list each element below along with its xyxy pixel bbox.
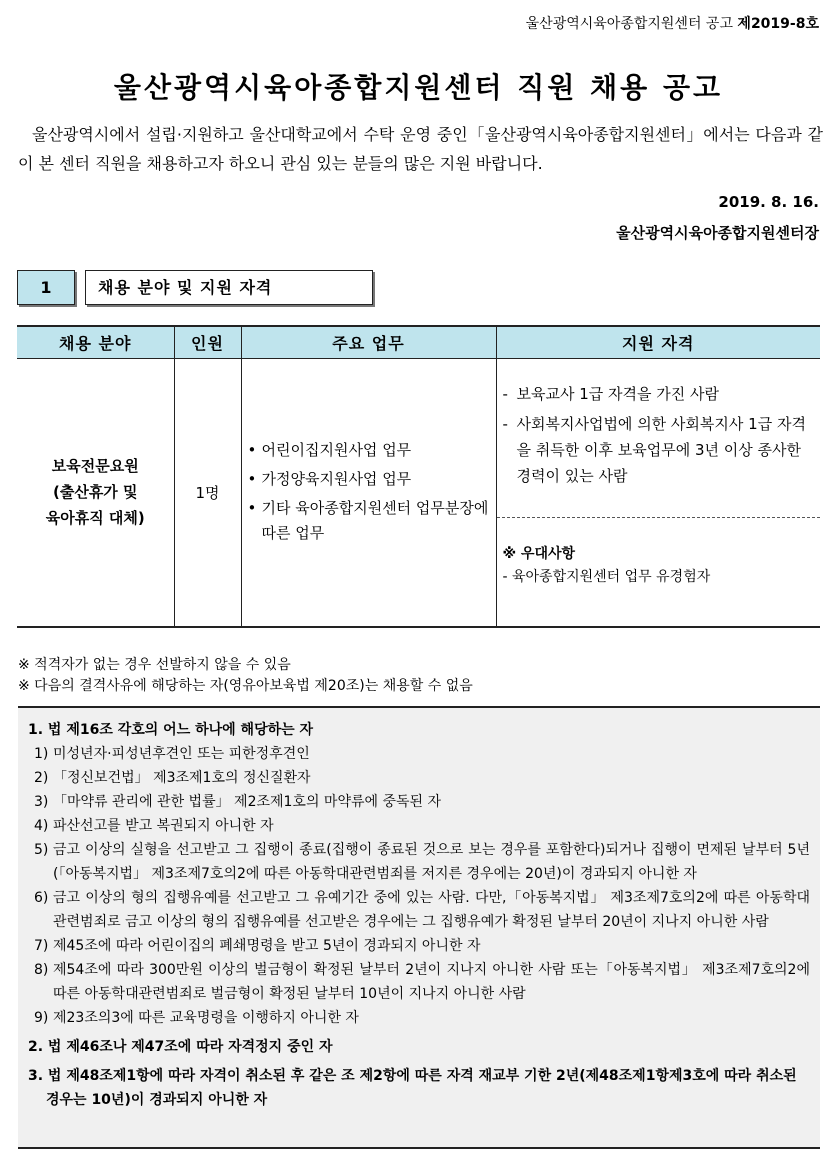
field-note-2: 육아휴직 대체) [45,509,145,527]
list-item: • 기타 육아종합지원센터 업무분장에 따른 업무 [248,496,496,546]
table-row [17,358,820,627]
qualification-text: 사회복지사업법에 의한 사회복지사 1급 자격을 취득한 이후 보육업무에 3년 이상 종사한 경력이 있는 사람 [516,414,806,485]
notes [18,655,473,697]
list-item: 4) 파산선고를 받고 복권되지 아니한 자 [34,818,274,834]
field-name: 보육전문요원 [51,457,139,475]
list-item: 2) 「정신보건법」 제3조제1호의 정신질환자 [34,770,311,786]
list-item: 3) 「마약류 관리에 관한 법률」 제2조제1호의 마약류에 중독된 자 [34,794,442,810]
notice-code: 제2019-8호 [737,16,819,32]
list-item: 8) 제54조에 따라 300만원 이상의 벌금형이 확정된 날부터 2년이 지나지 아니한 사람 또는「아동복지법」 제3조제7호의2에 따른 아동학대관련범죄로 벌금형이 확정된 날부터 10년이 지나지 아니한 사람 [34,962,810,1002]
disq-heading-3: 3. 법 제48조제1항에 따라 자격이 취소된 후 같은 조 제2항에 따른 자격 재교부 기한 2년(제48조제1항제3호에 따라 취소된 경우는 10년)이 경과되지 아니한 자 [28,1068,797,1108]
preference-title: ※ 우대사항 [502,545,576,562]
preference-block [497,518,821,626]
signer: 울산광역시육아종합지원센터장 [616,224,819,242]
disq-heading-2: 2. 법 제46조나 제47조에 따라 자격정지 중인 자 [28,1039,333,1055]
section-number: 1 [17,270,75,305]
header-field: 채용 분야 [17,326,174,358]
list-item: 5) 금고 이상의 실형을 선고받고 그 집행이 종료(집행이 종료된 것으로 보는 경우를 포함한다)되거나 집행이 면제된 날부터 5년(「아동복지법」 제3조제7호의2에 따른 아동학대관련범죄를 저지른 경우에는 20년)이 경과되지 아니한 자 [34,842,810,882]
preference-item: - 육아종합지원센터 업무 유경험자 [502,568,711,585]
list-item: - 사회복지사업법에 의한 사회복지사 1급 자격을 취득한 이후 보육업무에 3년 이상 종사한 경력이 있는 사람 [502,414,806,485]
duties-list [248,438,496,546]
qualifications-cell [496,358,820,627]
duties-cell [241,358,496,627]
list-item: - 보육교사 1급 자격을 가진 사람 [502,384,719,403]
header-count: 인원 [174,326,241,358]
list-item: • 가정양육지원사업 업무 [248,467,496,492]
field-note-1: (출산휴가 및 [52,483,138,501]
qualification-text: 보육교사 1급 자격을 가진 사람 [516,384,719,403]
notice-prefix: 울산광역시육아종합지원센터 공고 [525,16,733,32]
section-title: 채용 분야 및 지원 자격 [85,270,373,305]
list-item: • 어린이집지원사업 업무 [248,438,496,463]
note-line: ※ 다음의 결격사유에 해당하는 자(영유아보육법 제20조)는 채용할 수 없음 [18,678,473,694]
intro-paragraph: 울산광역시에서 설립·지원하고 울산대학교에서 수탁 운영 중인「울산광역시육아종합지원센터」에서는 다음과 같이 본 센터 직원을 채용하고자 하오니 관심 있는 분들의 많은 지원 바랍니다. [18,125,823,173]
notice-date: 2019. 8. 16. [718,193,819,211]
header-qualifications: 지원 자격 [496,326,820,358]
list-item: 9) 제23조의3에 따른 교육명령을 이행하지 아니한 자 [34,1010,359,1026]
qualification-list [497,359,821,518]
list-item: 1) 미성년자·피성년후견인 또는 피한정후견인 [34,746,310,762]
disqualification-box [18,706,820,1149]
page-title: 울산광역시육아종합지원센터 직원 채용 공고 [113,71,724,104]
list-item: 7) 제45조에 따라 어린이집의 폐쇄명령을 받고 5년이 경과되지 아니한 자 [34,938,481,954]
field-cell [17,358,174,627]
table-header-row [17,326,820,358]
count-cell: 1명 [174,358,241,627]
list-item: 6) 금고 이상의 형의 집행유예를 선고받고 그 유예기간 중에 있는 사람. 다만,「아동복지법」 제3조제7호의2에 따른 아동학대관련범죄로 금고 이상의 형의 집행유예를 선고받은 경우에는 그 집행유예가 확정된 날부터 20년이 지나지 아니한 사람 [34,890,810,930]
note-line: ※ 적격자가 없는 경우 선발하지 않을 수 있음 [18,657,291,673]
disq-heading-1: 1. 법 제16조 각호의 어느 하나에 해당하는 자 [28,722,314,738]
recruitment-table [17,325,820,628]
notice-number [526,13,819,33]
header-duties: 주요 업무 [241,326,496,358]
